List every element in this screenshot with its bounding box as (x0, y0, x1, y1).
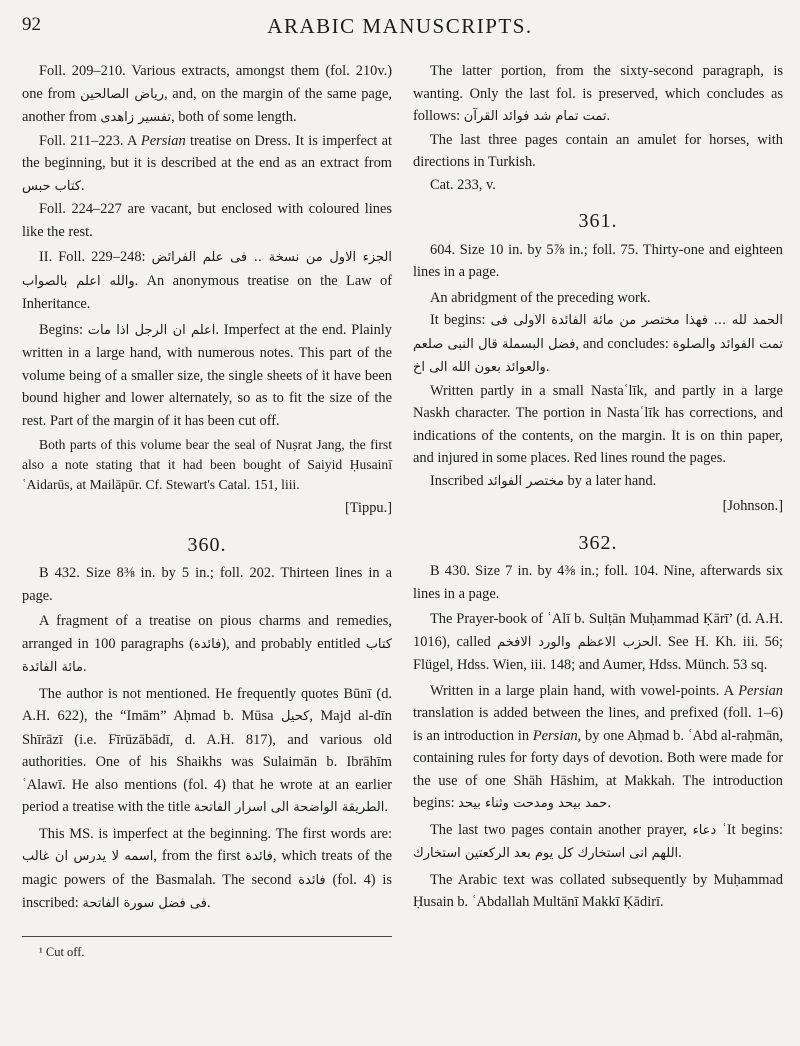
paragraph: Foll. 224–227 are vacant, but enclosed with coloured lines like the rest. (22, 201, 392, 240)
paragraph: The last three pages contain an amulet for horses, with directions in Turkish. (413, 131, 783, 170)
right-column (413, 60, 783, 914)
paragraph: Begins: اعلم ان الرجل اذا مات. Imperfect at the end. Plainly written in a large hand, with numerous notes. This part of the volume being of a smaller size, the single sheets of it have been bound higher and lower alternately, so as to fit the size of the rest. Part of the margin of it has been cut off. (22, 321, 392, 429)
paragraph: B 430. Size 7 in. by 4⅜ in.; foll. 104. Nine, afterwards six lines in a page. (413, 563, 783, 602)
footnote-divider (22, 936, 392, 937)
page-number: 92 (22, 14, 41, 35)
paragraph: Cat. 233, v. (430, 176, 496, 193)
entry-heading: 361. (578, 210, 618, 232)
paragraph: Inscribed مختصر الفوائد by a later hand. (430, 472, 657, 489)
paragraph: The latter portion, from the sixty-second paragraph, is wanting. Only the last fol. is preserved, which concludes as follows: تمت تمام شد فوائد القرآن. (413, 63, 783, 124)
paragraph: A fragment of a treatise on pious charms and remedies, arranged in 100 paragraphs (فائدة), and probably entitled كتاب مائة الفائدة. (22, 613, 392, 675)
entry-heading: 360. (187, 533, 227, 556)
paragraph: This MS. is imperfect at the beginning. The first words are: اسمه لا يدرس ان غالب, from the first فائدة, which treats of the magic powers of the Basmalah. The second فائدة (fol. 4) is inscribed: فى فضل سورة الفاتحة. (22, 825, 392, 911)
source-signature: [Tippu.] (344, 500, 392, 516)
paragraph: It begins: الحمد لله ... فهذا مختصر من مائة الفائدة الاولى فى فضل البسملة قال النبى صلعم, and concludes: تمت الفوائد والصلوة والعوائد بعون الله الى اخ. (413, 312, 783, 375)
left-column (22, 60, 392, 963)
entry-heading: 362. (578, 531, 618, 554)
running-head: ARABIC MANUSCRIPTS. (267, 14, 533, 38)
source-signature: [Johnson.] (722, 498, 783, 514)
paragraph: The author is not mentioned. He frequently quotes Būnī (d. A.H. 622), the “Imām” Aḥmad b. Mūsa كحيل, Majd al-dīn Shīrāzī (i.e. Fīrūzābādī, d. A.H. 817), and various old authorities. One of his Shaikhs was Sulaimān b. Ibrāhīm ʿAlawī. He also mentions (fol. 4) that he wrote at an earlier period a treatise with the title الطريقة الواضحة الى اسرار الفاتحة. (22, 685, 392, 815)
paragraph: The Arabic text was collated subsequently by Muḥammad Ḥusain b. ʿAbdallah Multānī Makkī Ḳādirī. (413, 871, 783, 910)
paragraph: II. Foll. 229–248: الجزء الاول من نسخة .. فى علم الفرائض والله اعلم بالصواب. An anonymous treatise on the Law of Inheritance. (22, 249, 392, 312)
paragraph: Written partly in a small Nastaʿlīk, and partly in a large Naskh character. The portion in Nastaʿlīk has corrections, and indications of the contents, on the margin. It is on thin paper, and injured in some places. Red lines round the pages. (413, 382, 783, 466)
paragraph: Written in a large plain hand, with vowel-points. A Persian translation is added between the lines, and prefixed (foll. 1–6) is an introduction in Persian, by one Aḥmad b. ʿAbd al-raḥmān, containing rules for forty days of devotion. Both were made for the use of one Shāh Hāshim, at Makkah. The introduction begins: حمد بيحد ومدحت وثناء بيحد. (413, 682, 784, 811)
paragraph: B 432. Size 8⅜ in. by 5 in.; foll. 202. Thirteen lines in a page. (22, 565, 392, 604)
paragraph: Both parts of this volume bear the seal of Nuṣrat Jang, the first also a note stating that it had been bought of Saiyid Ḥusainī ʿAidarūs, at Mailāpūr. Cf. Stewart's Catal. 151, liii. (22, 437, 392, 492)
footnote: ¹ Cut off. (39, 944, 85, 959)
page-header (22, 14, 778, 48)
paragraph: The Prayer-book of ʿAlī b. Sulṭān Muḥammad Ḳārī’ (d. A.H. 1016), called الحزب الاعظم والورد الافخم. See H. Kh. iii. 56; Flügel, Hdss. Wien, iii. 148; and Aumer, Hdss. Münch. 53 sq. (413, 611, 783, 673)
paragraph: 604. Size 10 in. by 5⅞ in.; foll. 75. Thirty-one and eighteen lines in a page. (413, 241, 783, 280)
paragraph: The last two pages contain another prayer, دعاء ʿIt begins: اللهم انى استخارك كل يوم بعد الركعتين استخارك. (413, 821, 784, 861)
paragraph: Foll. 209–210. Various extracts, amongst them (fol. 210v.) one from رياض الصالحين, and, on the margin of the same page, another from تفسير زاهدى, both of some length. (22, 63, 392, 125)
paragraph: An abridgment of the preceding work. (430, 289, 651, 306)
paragraph: Foll. 211–223. A Persian treatise on Dress. It is imperfect at the beginning, but it is described at the end as an extract from كتاب حبس. (22, 132, 392, 194)
